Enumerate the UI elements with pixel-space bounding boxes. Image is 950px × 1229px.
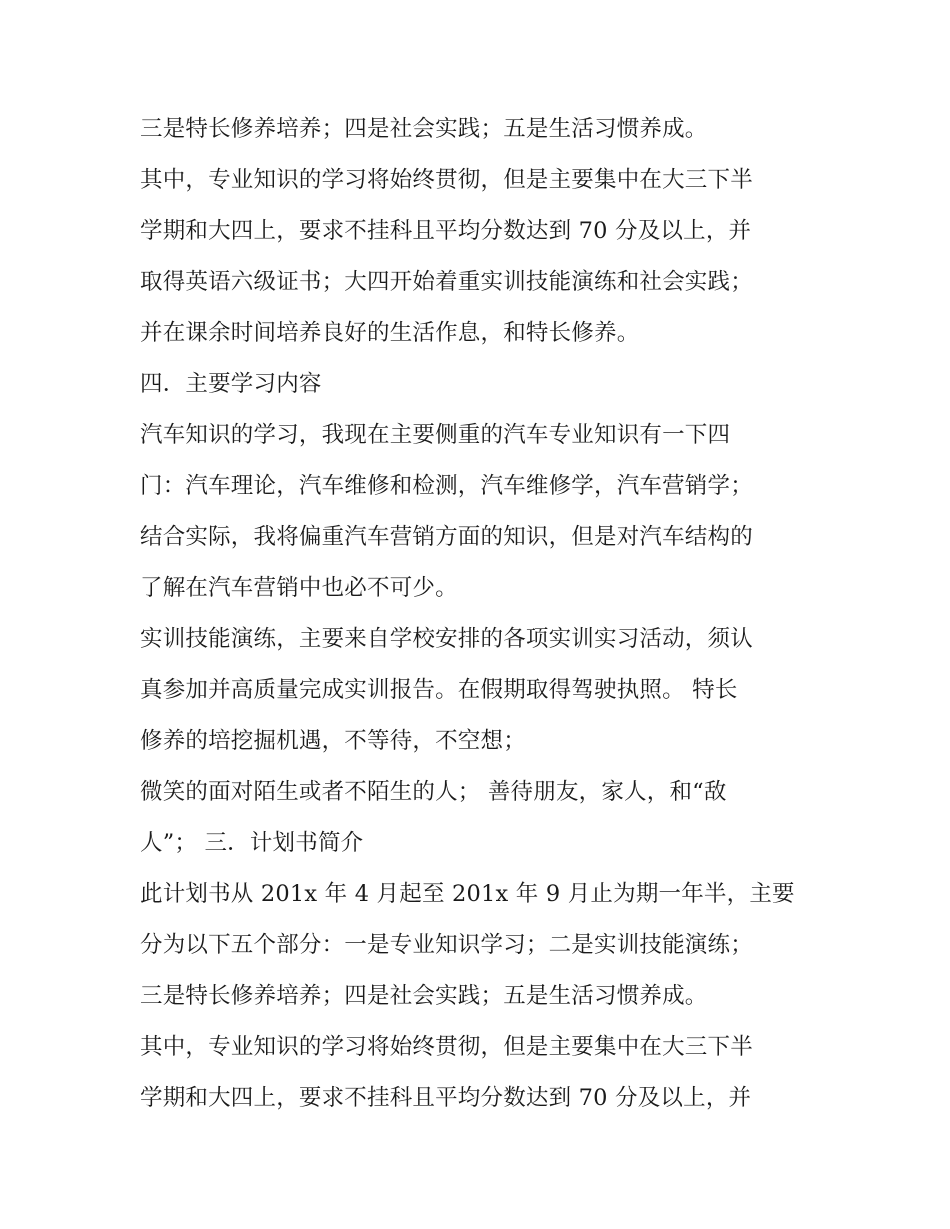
text-line: 三是特长修养培养；四是社会实践；五是生活习惯养成。: [140, 983, 708, 1009]
section-heading: 四．主要学习内容: [140, 371, 322, 397]
text-line: 分为以下五个部分：一是专业知识学习；二是实训技能演练；: [140, 932, 753, 958]
text-line: 修养的培挖掘机遇，不等待，不空想；: [140, 728, 526, 754]
text-line: 学期和大四上，要求不挂科且平均分数达到 70 分及以上，并: [140, 218, 752, 244]
text-line: 实训技能演练，主要来自学校安排的各项实训实习活动，须认: [140, 626, 753, 652]
text-line: 微笑的面对陌生或者不陌生的人； 善待朋友，家人，和“敌: [140, 779, 727, 805]
text-line: 其中，专业知识的学习将始终贯彻，但是主要集中在大三下半: [140, 1034, 753, 1060]
text-line: 三是特长修养培养；四是社会实践；五是生活习惯养成。: [140, 116, 708, 142]
text-line: 结合实际，我将偏重汽车营销方面的知识，但是对汽车结构的: [140, 524, 753, 550]
text-line: 并在课余时间培养良好的生活作息，和特长修养。: [140, 320, 640, 346]
text-line: 汽车知识的学习，我现在主要侧重的汽车专业知识有一下四: [140, 422, 731, 448]
text-line: 此计划书从 201x 年 4 月起至 201x 年 9 月止为期一年半，主要: [140, 881, 795, 907]
text-line: 真参加并高质量完成实训报告。在假期取得驾驶执照。 特长: [140, 677, 738, 703]
text-line: 门：汽车理论，汽车维修和检测，汽车维修学，汽车营销学；: [140, 473, 753, 499]
text-line: 了解在汽车营销中也必不可少。: [140, 575, 458, 601]
text-line: 取得英语六级证书；大四开始着重实训技能演练和社会实践；: [140, 269, 753, 295]
text-line: 其中，专业知识的学习将始终贯彻，但是主要集中在大三下半: [140, 167, 753, 193]
text-line: 学期和大四上，要求不挂科且平均分数达到 70 分及以上，并: [140, 1085, 752, 1111]
text-line: 人”； 三．计划书简介: [140, 830, 364, 856]
